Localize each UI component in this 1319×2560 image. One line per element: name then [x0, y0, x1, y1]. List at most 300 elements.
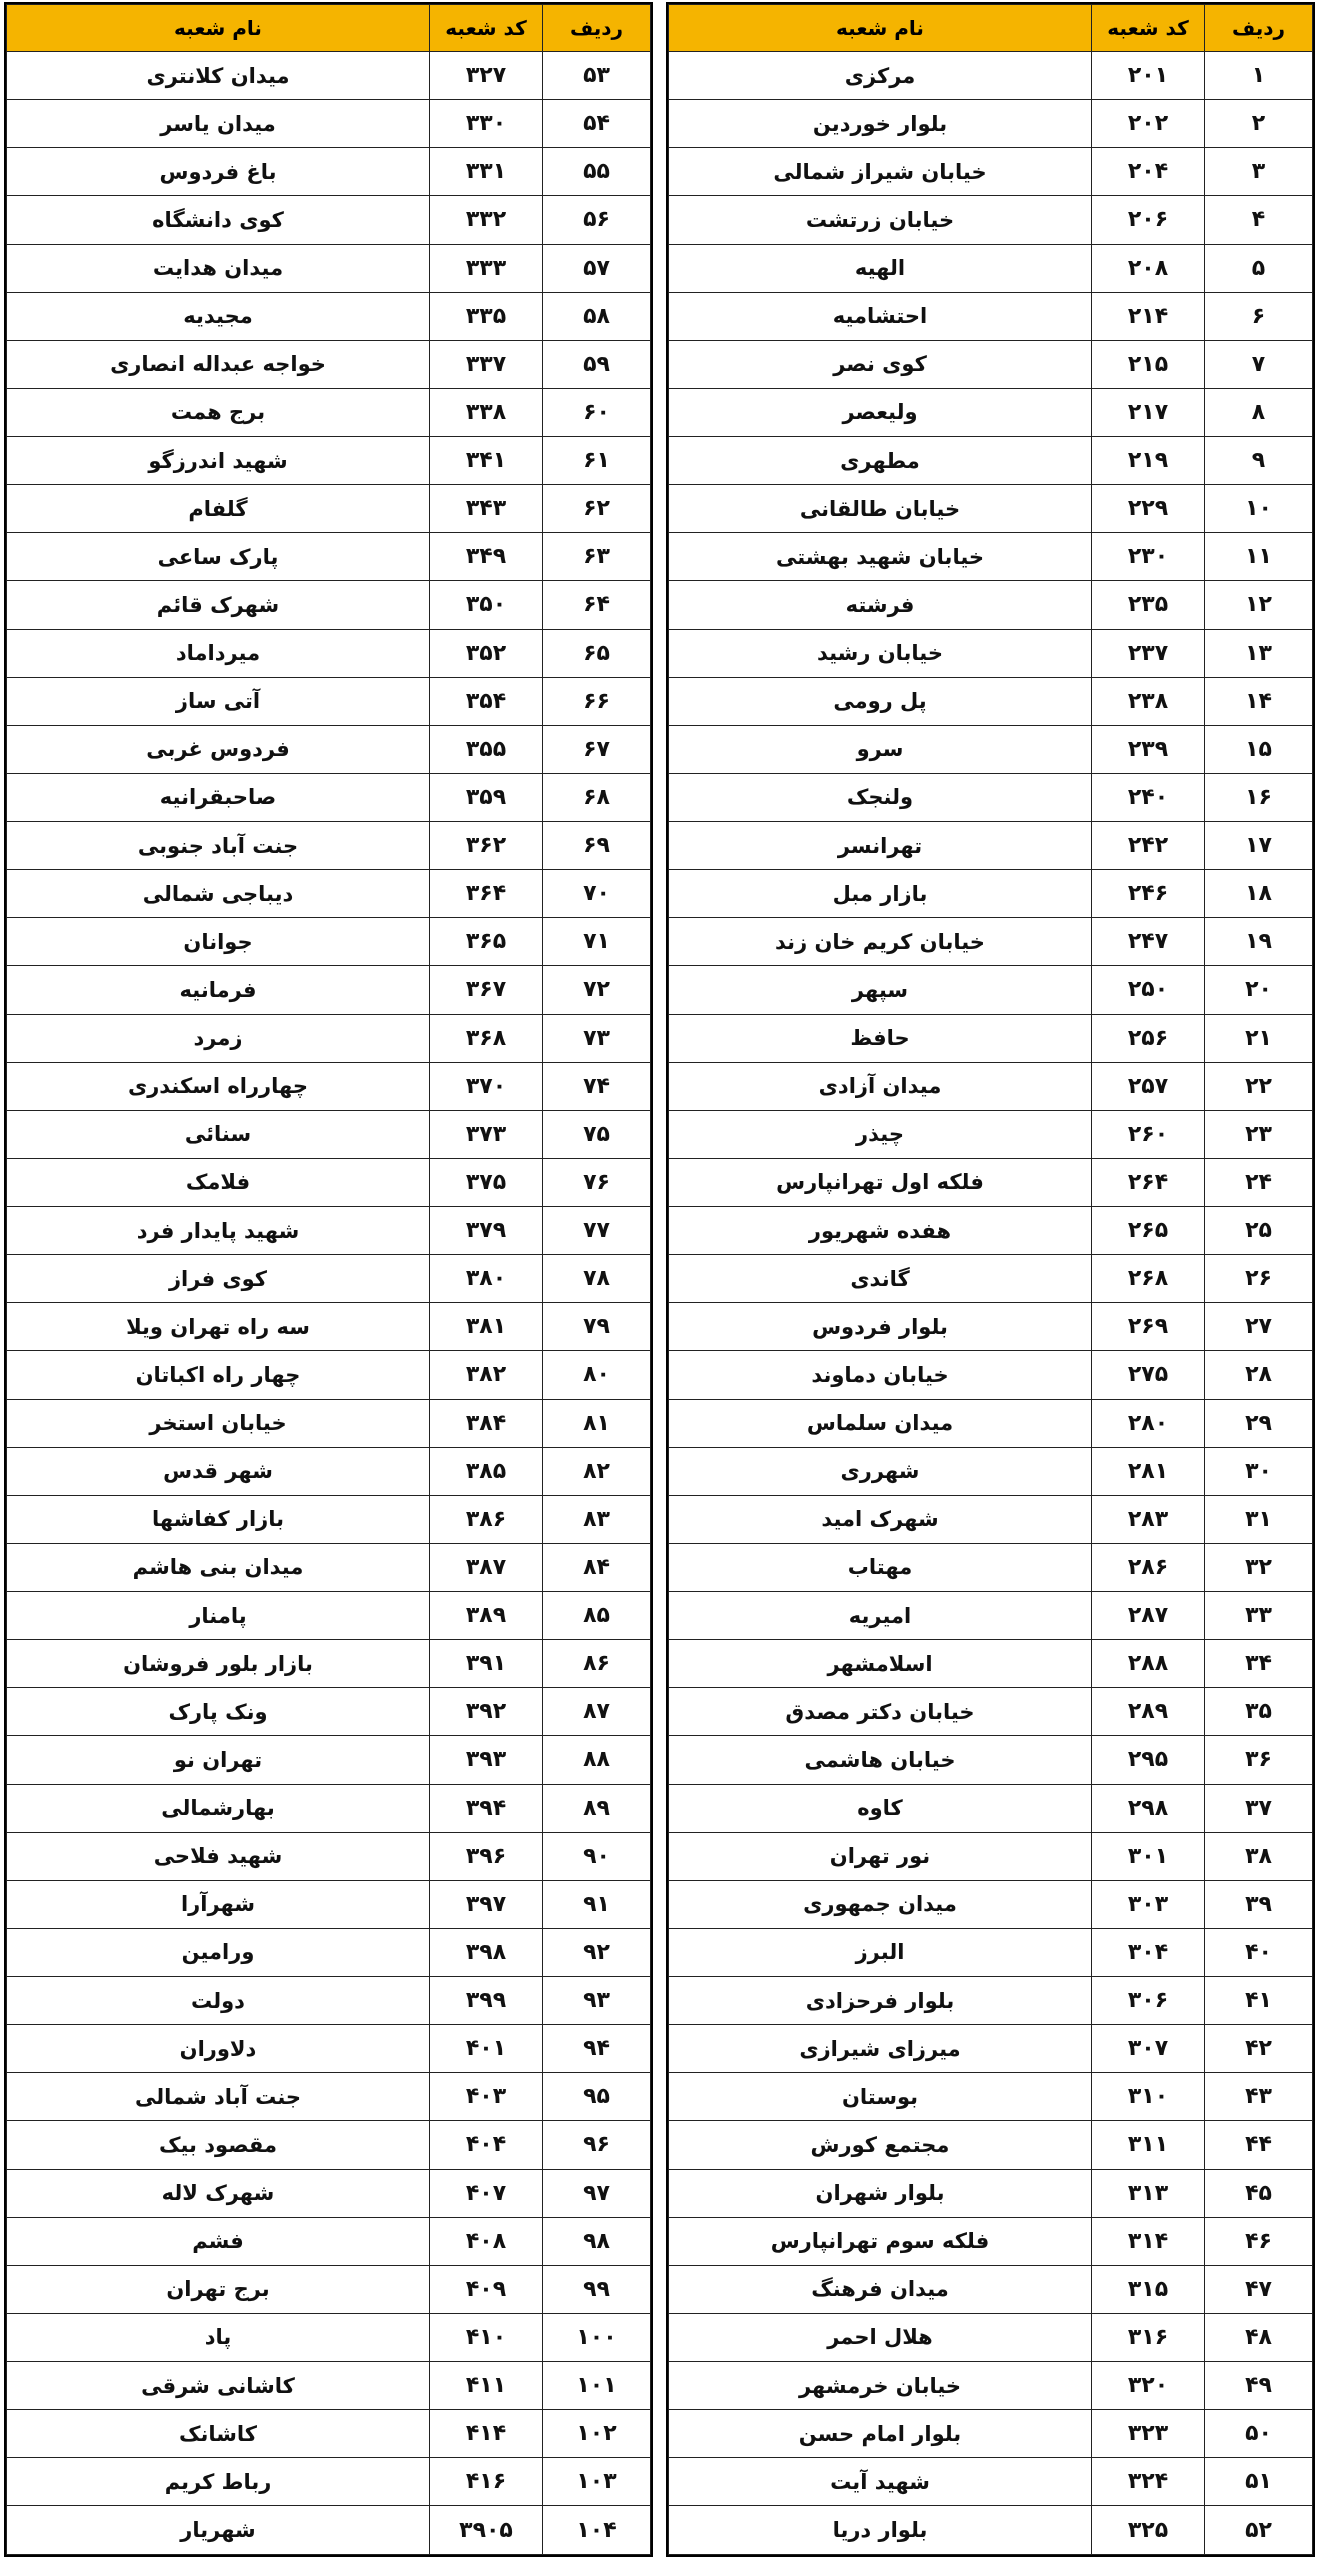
radif-cell: ۶ — [1205, 292, 1313, 340]
code-cell: ۳۸۱ — [430, 1303, 543, 1351]
table-row — [669, 340, 1313, 388]
radif-cell: ۱۲ — [1205, 581, 1313, 629]
radif-cell: ۸۸ — [543, 1736, 651, 1784]
code-cell: ۴۱۱ — [430, 2362, 543, 2410]
code-cell: ۲۸۳ — [1092, 1495, 1205, 1543]
name-cell: احتشامیه — [669, 292, 1092, 340]
name-cell: سپهر — [669, 966, 1092, 1014]
code-cell: ۴۰۴ — [430, 2121, 543, 2169]
table-row — [669, 2458, 1313, 2506]
radif-cell: ۴۰ — [1205, 1928, 1313, 1976]
table-row — [669, 196, 1313, 244]
code-cell: ۳۹۳ — [430, 1736, 543, 1784]
radif-cell: ۳۶ — [1205, 1736, 1313, 1784]
code-cell: ۳۵۴ — [430, 677, 543, 725]
name-cell: شهید پایدار فرد — [7, 1207, 430, 1255]
table-row — [669, 2313, 1313, 2361]
name-cell: برج تهران — [7, 2265, 430, 2313]
name-cell: گاندی — [669, 1255, 1092, 1303]
name-cell: گلفام — [7, 485, 430, 533]
radif-cell: ۱۰۲ — [543, 2410, 651, 2458]
name-cell: شهرآرا — [7, 1880, 430, 1928]
code-cell: ۲۴۰ — [1092, 773, 1205, 821]
name-cell: حافظ — [669, 1014, 1092, 1062]
code-cell: ۳۹۱ — [430, 1640, 543, 1688]
code-cell: ۲۰۴ — [1092, 148, 1205, 196]
name-cell: هفده شهریور — [669, 1207, 1092, 1255]
name-cell: بلوار فردوس — [669, 1303, 1092, 1351]
table-row — [7, 1207, 651, 1255]
table-row — [7, 437, 651, 485]
radif-cell: ۵۲ — [1205, 2506, 1313, 2555]
radif-cell: ۱۶ — [1205, 773, 1313, 821]
code-cell: ۳۸۹ — [430, 1592, 543, 1640]
radif-cell: ۵۸ — [543, 292, 651, 340]
radif-cell: ۳ — [1205, 148, 1313, 196]
name-cell: مقصود بیک — [7, 2121, 430, 2169]
code-cell: ۴۱۶ — [430, 2458, 543, 2506]
radif-cell: ۹۲ — [543, 1928, 651, 1976]
code-cell: ۲۵۷ — [1092, 1062, 1205, 1110]
name-cell: الهیه — [669, 244, 1092, 292]
table-row — [669, 2217, 1313, 2265]
name-cell: خیابان خرمشهر — [669, 2362, 1092, 2410]
name-cell: خیابان شیراز شمالی — [669, 148, 1092, 196]
code-cell: ۲۶۴ — [1092, 1158, 1205, 1206]
name-cell: خواجه عبداله انصاری — [7, 340, 430, 388]
name-header: نام شعبه — [7, 5, 430, 52]
table-row — [7, 1495, 651, 1543]
table-row — [669, 2506, 1313, 2555]
radif-cell: ۹۴ — [543, 2025, 651, 2073]
code-cell: ۳۶۴ — [430, 870, 543, 918]
name-cell: کوی فراز — [7, 1255, 430, 1303]
name-cell: آتی ساز — [7, 677, 430, 725]
radif-cell: ۲۹ — [1205, 1399, 1313, 1447]
radif-cell: ۱۴ — [1205, 677, 1313, 725]
radif-cell: ۹۷ — [543, 2169, 651, 2217]
table-row — [669, 1688, 1313, 1736]
table-row — [7, 2506, 651, 2555]
code-header: کد شعبه — [1092, 5, 1205, 52]
table-row — [669, 485, 1313, 533]
radif-cell: ۴۷ — [1205, 2265, 1313, 2313]
code-cell: ۳۵۹ — [430, 773, 543, 821]
name-cell: نور تهران — [669, 1832, 1092, 1880]
table-row — [7, 1688, 651, 1736]
table-row — [7, 677, 651, 725]
name-cell: دلاوران — [7, 2025, 430, 2073]
name-header: نام شعبه — [669, 5, 1092, 52]
name-cell: بلوار دریا — [669, 2506, 1092, 2555]
code-cell: ۳۲۴ — [1092, 2458, 1205, 2506]
code-cell: ۲۳۸ — [1092, 677, 1205, 725]
table-row — [7, 1736, 651, 1784]
code-cell: ۲۶۸ — [1092, 1255, 1205, 1303]
radif-cell: ۷۵ — [543, 1110, 651, 1158]
code-cell: ۳۸۴ — [430, 1399, 543, 1447]
table-row — [669, 2121, 1313, 2169]
code-cell: ۳۴۱ — [430, 437, 543, 485]
code-cell: ۳۴۹ — [430, 533, 543, 581]
name-cell: چیذر — [669, 1110, 1092, 1158]
table-row — [669, 533, 1313, 581]
radif-cell: ۸۴ — [543, 1543, 651, 1591]
code-cell: ۳۰۶ — [1092, 1977, 1205, 2025]
table-row — [669, 1784, 1313, 1832]
table-row — [669, 629, 1313, 677]
name-cell: خیابان شهید بهشتی — [669, 533, 1092, 581]
code-cell: ۲۱۴ — [1092, 292, 1205, 340]
code-cell: ۲۵۰ — [1092, 966, 1205, 1014]
name-cell: رباط کریم — [7, 2458, 430, 2506]
code-cell: ۴۱۰ — [430, 2313, 543, 2361]
code-cell: ۴۰۳ — [430, 2073, 543, 2121]
name-cell: جنت آباد شمالی — [7, 2073, 430, 2121]
name-cell: خیابان طالقانی — [669, 485, 1092, 533]
table-row — [669, 100, 1313, 148]
radif-cell: ۴۴ — [1205, 2121, 1313, 2169]
radif-cell: ۷۸ — [543, 1255, 651, 1303]
table-row — [669, 1351, 1313, 1399]
table-row — [7, 1832, 651, 1880]
code-cell: ۲۷۵ — [1092, 1351, 1205, 1399]
table-row — [7, 52, 651, 100]
name-cell: میدان آزادی — [669, 1062, 1092, 1110]
radif-cell: ۱ — [1205, 52, 1313, 100]
table-row — [7, 292, 651, 340]
name-cell: خیابان کریم خان زند — [669, 918, 1092, 966]
code-cell: ۳۱۰ — [1092, 2073, 1205, 2121]
code-cell: ۳۲۷ — [430, 52, 543, 100]
name-cell: فلکه اول تهرانپارس — [669, 1158, 1092, 1206]
radif-cell: ۵۶ — [543, 196, 651, 244]
table-row — [7, 1062, 651, 1110]
code-cell: ۳۲۰ — [1092, 2362, 1205, 2410]
table-row — [669, 437, 1313, 485]
radif-cell: ۶۰ — [543, 388, 651, 436]
name-cell: بلوار خوردین — [669, 100, 1092, 148]
code-cell: ۳۸۷ — [430, 1543, 543, 1591]
code-cell: ۳۹۴ — [430, 1784, 543, 1832]
code-cell: ۴۰۸ — [430, 2217, 543, 2265]
code-cell: ۳۱۳ — [1092, 2169, 1205, 2217]
table-row — [669, 1640, 1313, 1688]
name-cell: سرو — [669, 725, 1092, 773]
code-cell: ۴۱۴ — [430, 2410, 543, 2458]
table-row — [669, 677, 1313, 725]
table-row — [669, 2073, 1313, 2121]
radif-cell: ۱۸ — [1205, 870, 1313, 918]
radif-cell: ۶۳ — [543, 533, 651, 581]
name-cell: باغ فردوس — [7, 148, 430, 196]
name-cell: شهید اندرزگو — [7, 437, 430, 485]
table-row — [669, 1062, 1313, 1110]
radif-cell: ۲۷ — [1205, 1303, 1313, 1351]
table-row — [669, 870, 1313, 918]
name-cell: بازار کفاشها — [7, 1495, 430, 1543]
name-cell: اسلامشهر — [669, 1640, 1092, 1688]
radif-cell: ۲۳ — [1205, 1110, 1313, 1158]
table-row — [7, 100, 651, 148]
name-cell: مهتاب — [669, 1543, 1092, 1591]
radif-cell: ۱۰۱ — [543, 2362, 651, 2410]
table-row — [669, 1399, 1313, 1447]
table-row — [7, 1303, 651, 1351]
code-cell: ۲۰۸ — [1092, 244, 1205, 292]
name-cell: فلامک — [7, 1158, 430, 1206]
radif-cell: ۷۷ — [543, 1207, 651, 1255]
table-row — [669, 966, 1313, 1014]
name-cell: امیریه — [669, 1592, 1092, 1640]
code-cell: ۲۰۲ — [1092, 100, 1205, 148]
table-row — [7, 1784, 651, 1832]
radif-cell: ۲۲ — [1205, 1062, 1313, 1110]
radif-cell: ۳۵ — [1205, 1688, 1313, 1736]
table-row — [7, 1928, 651, 1976]
radif-cell: ۱۰۳ — [543, 2458, 651, 2506]
name-cell: ونک پارک — [7, 1688, 430, 1736]
name-cell: ولنجک — [669, 773, 1092, 821]
name-cell: کاشانی شرقی — [7, 2362, 430, 2410]
name-cell: بازار مبل — [669, 870, 1092, 918]
table-row — [7, 533, 651, 581]
code-cell: ۳۷۹ — [430, 1207, 543, 1255]
name-cell: صاحبقرانیه — [7, 773, 430, 821]
table-row — [669, 1543, 1313, 1591]
radif-cell: ۷۹ — [543, 1303, 651, 1351]
table-row — [669, 1014, 1313, 1062]
code-cell: ۴۰۱ — [430, 2025, 543, 2073]
name-cell: تهرانسر — [669, 822, 1092, 870]
radif-cell: ۹۰ — [543, 1832, 651, 1880]
radif-cell: ۶۶ — [543, 677, 651, 725]
code-cell: ۳۵۲ — [430, 629, 543, 677]
code-cell: ۳۷۵ — [430, 1158, 543, 1206]
radif-cell: ۸ — [1205, 388, 1313, 436]
name-cell: فلکه سوم تهرانپارس — [669, 2217, 1092, 2265]
table-row — [7, 822, 651, 870]
name-cell: کوی نصر — [669, 340, 1092, 388]
table-row — [669, 1255, 1313, 1303]
radif-cell: ۴۳ — [1205, 2073, 1313, 2121]
name-cell: البرز — [669, 1928, 1092, 1976]
code-cell: ۳۳۰ — [430, 100, 543, 148]
radif-cell: ۴۸ — [1205, 2313, 1313, 2361]
name-cell: فرشته — [669, 581, 1092, 629]
name-cell: میدان بنی هاشم — [7, 1543, 430, 1591]
code-cell: ۳۷۰ — [430, 1062, 543, 1110]
code-cell: ۲۴۲ — [1092, 822, 1205, 870]
table-row — [669, 2025, 1313, 2073]
code-cell: ۲۴۶ — [1092, 870, 1205, 918]
radif-cell: ۱۰ — [1205, 485, 1313, 533]
radif-cell: ۹۳ — [543, 1977, 651, 2025]
radif-cell: ۲۸ — [1205, 1351, 1313, 1399]
table-row — [7, 1158, 651, 1206]
radif-cell: ۵۴ — [543, 100, 651, 148]
table-row — [7, 2313, 651, 2361]
code-cell: ۲۴۷ — [1092, 918, 1205, 966]
code-cell: ۲۶۵ — [1092, 1207, 1205, 1255]
radif-cell: ۸۶ — [543, 1640, 651, 1688]
radif-cell: ۲ — [1205, 100, 1313, 148]
code-cell: ۲۱۹ — [1092, 437, 1205, 485]
radif-cell: ۳۹ — [1205, 1880, 1313, 1928]
code-cell: ۳۹۰۵ — [430, 2506, 543, 2555]
code-cell: ۳۸۰ — [430, 1255, 543, 1303]
code-cell: ۳۰۱ — [1092, 1832, 1205, 1880]
table-row — [7, 1880, 651, 1928]
name-cell: کاوه — [669, 1784, 1092, 1832]
code-cell: ۲۰۶ — [1092, 196, 1205, 244]
table-row — [669, 2169, 1313, 2217]
table-row — [7, 870, 651, 918]
radif-cell: ۱۰۰ — [543, 2313, 651, 2361]
code-cell: ۲۵۶ — [1092, 1014, 1205, 1062]
table-row — [7, 581, 651, 629]
radif-cell: ۲۶ — [1205, 1255, 1313, 1303]
radif-cell: ۹۸ — [543, 2217, 651, 2265]
name-cell: پل رومی — [669, 677, 1092, 725]
radif-header: ردیف — [543, 5, 651, 52]
name-cell: کاشانک — [7, 2410, 430, 2458]
radif-cell: ۴۹ — [1205, 2362, 1313, 2410]
table-row — [7, 388, 651, 436]
radif-cell: ۱۱ — [1205, 533, 1313, 581]
radif-cell: ۶۲ — [543, 485, 651, 533]
code-cell: ۳۳۲ — [430, 196, 543, 244]
radif-cell: ۸۳ — [543, 1495, 651, 1543]
header-row — [7, 5, 651, 52]
name-cell: برج همت — [7, 388, 430, 436]
name-cell: شهر قدس — [7, 1447, 430, 1495]
radif-cell: ۱۷ — [1205, 822, 1313, 870]
radif-cell: ۹۶ — [543, 2121, 651, 2169]
table-row — [669, 1110, 1313, 1158]
radif-cell: ۹۱ — [543, 1880, 651, 1928]
name-cell: مرکزی — [669, 52, 1092, 100]
name-cell: مجیدیه — [7, 292, 430, 340]
radif-cell: ۷۰ — [543, 870, 651, 918]
name-cell: بهارشمالی — [7, 1784, 430, 1832]
name-cell: جنت آباد جنوبی — [7, 822, 430, 870]
table-row — [669, 1592, 1313, 1640]
code-cell: ۲۸۰ — [1092, 1399, 1205, 1447]
table-row — [7, 2025, 651, 2073]
table-row — [7, 2121, 651, 2169]
radif-cell: ۳۷ — [1205, 1784, 1313, 1832]
name-cell: شهرک قائم — [7, 581, 430, 629]
code-cell: ۲۲۹ — [1092, 485, 1205, 533]
code-cell: ۳۰۴ — [1092, 1928, 1205, 1976]
table-row — [7, 1110, 651, 1158]
table-row — [7, 1255, 651, 1303]
name-cell: دیباجی شمالی — [7, 870, 430, 918]
name-cell: شهرری — [669, 1447, 1092, 1495]
radif-cell: ۲۱ — [1205, 1014, 1313, 1062]
code-cell: ۳۳۵ — [430, 292, 543, 340]
code-cell: ۳۹۷ — [430, 1880, 543, 1928]
table-row — [669, 2410, 1313, 2458]
radif-cell: ۵۹ — [543, 340, 651, 388]
name-cell: زمرد — [7, 1014, 430, 1062]
table-row — [669, 822, 1313, 870]
name-cell: کوی دانشگاه — [7, 196, 430, 244]
code-cell: ۳۸۲ — [430, 1351, 543, 1399]
code-cell: ۲۳۷ — [1092, 629, 1205, 677]
code-cell: ۴۰۹ — [430, 2265, 543, 2313]
code-cell: ۲۹۵ — [1092, 1736, 1205, 1784]
name-cell: سه راه تهران ویلا — [7, 1303, 430, 1351]
branch-table-right — [666, 2, 1315, 2557]
table-row — [7, 485, 651, 533]
name-cell: مطهری — [669, 437, 1092, 485]
radif-cell: ۲۰ — [1205, 966, 1313, 1014]
code-cell: ۳۱۴ — [1092, 2217, 1205, 2265]
radif-cell: ۱۹ — [1205, 918, 1313, 966]
code-cell: ۲۱۷ — [1092, 388, 1205, 436]
radif-cell: ۶۷ — [543, 725, 651, 773]
name-cell: چهارراه اسکندری — [7, 1062, 430, 1110]
code-cell: ۳۶۲ — [430, 822, 543, 870]
table-row — [7, 2169, 651, 2217]
code-cell: ۳۹۹ — [430, 1977, 543, 2025]
radif-cell: ۵۰ — [1205, 2410, 1313, 2458]
table-row — [669, 1207, 1313, 1255]
code-cell: ۳۵۰ — [430, 581, 543, 629]
code-cell: ۲۳۰ — [1092, 533, 1205, 581]
radif-cell: ۶۹ — [543, 822, 651, 870]
table-row — [7, 244, 651, 292]
name-cell: پاد — [7, 2313, 430, 2361]
table-row — [7, 340, 651, 388]
branch-table-left — [4, 2, 653, 2557]
branch-table — [6, 4, 651, 2555]
radif-cell: ۶۵ — [543, 629, 651, 677]
table-row — [7, 725, 651, 773]
radif-cell: ۹۵ — [543, 2073, 651, 2121]
table-row — [7, 1399, 651, 1447]
radif-cell: ۱۳ — [1205, 629, 1313, 677]
radif-cell: ۴۲ — [1205, 2025, 1313, 2073]
branch-table — [668, 4, 1313, 2555]
table-row — [669, 292, 1313, 340]
name-cell: هلال احمر — [669, 2313, 1092, 2361]
table-row — [669, 1928, 1313, 1976]
radif-cell: ۵۷ — [543, 244, 651, 292]
code-cell: ۳۳۱ — [430, 148, 543, 196]
code-cell: ۳۱۵ — [1092, 2265, 1205, 2313]
radif-cell: ۴ — [1205, 196, 1313, 244]
table-row — [669, 1736, 1313, 1784]
table-row — [7, 196, 651, 244]
table-row — [669, 725, 1313, 773]
table-row — [669, 1977, 1313, 2025]
code-cell: ۳۰۳ — [1092, 1880, 1205, 1928]
code-cell: ۲۸۱ — [1092, 1447, 1205, 1495]
table-row — [669, 1303, 1313, 1351]
radif-cell: ۵۵ — [543, 148, 651, 196]
name-cell: بلوار شهران — [669, 2169, 1092, 2217]
name-cell: بلوار فرحزادی — [669, 1977, 1092, 2025]
table-row — [7, 2458, 651, 2506]
code-cell: ۲۳۹ — [1092, 725, 1205, 773]
table-row — [669, 581, 1313, 629]
name-cell: ورامین — [7, 1928, 430, 1976]
radif-cell: ۷ — [1205, 340, 1313, 388]
code-cell: ۲۸۷ — [1092, 1592, 1205, 1640]
